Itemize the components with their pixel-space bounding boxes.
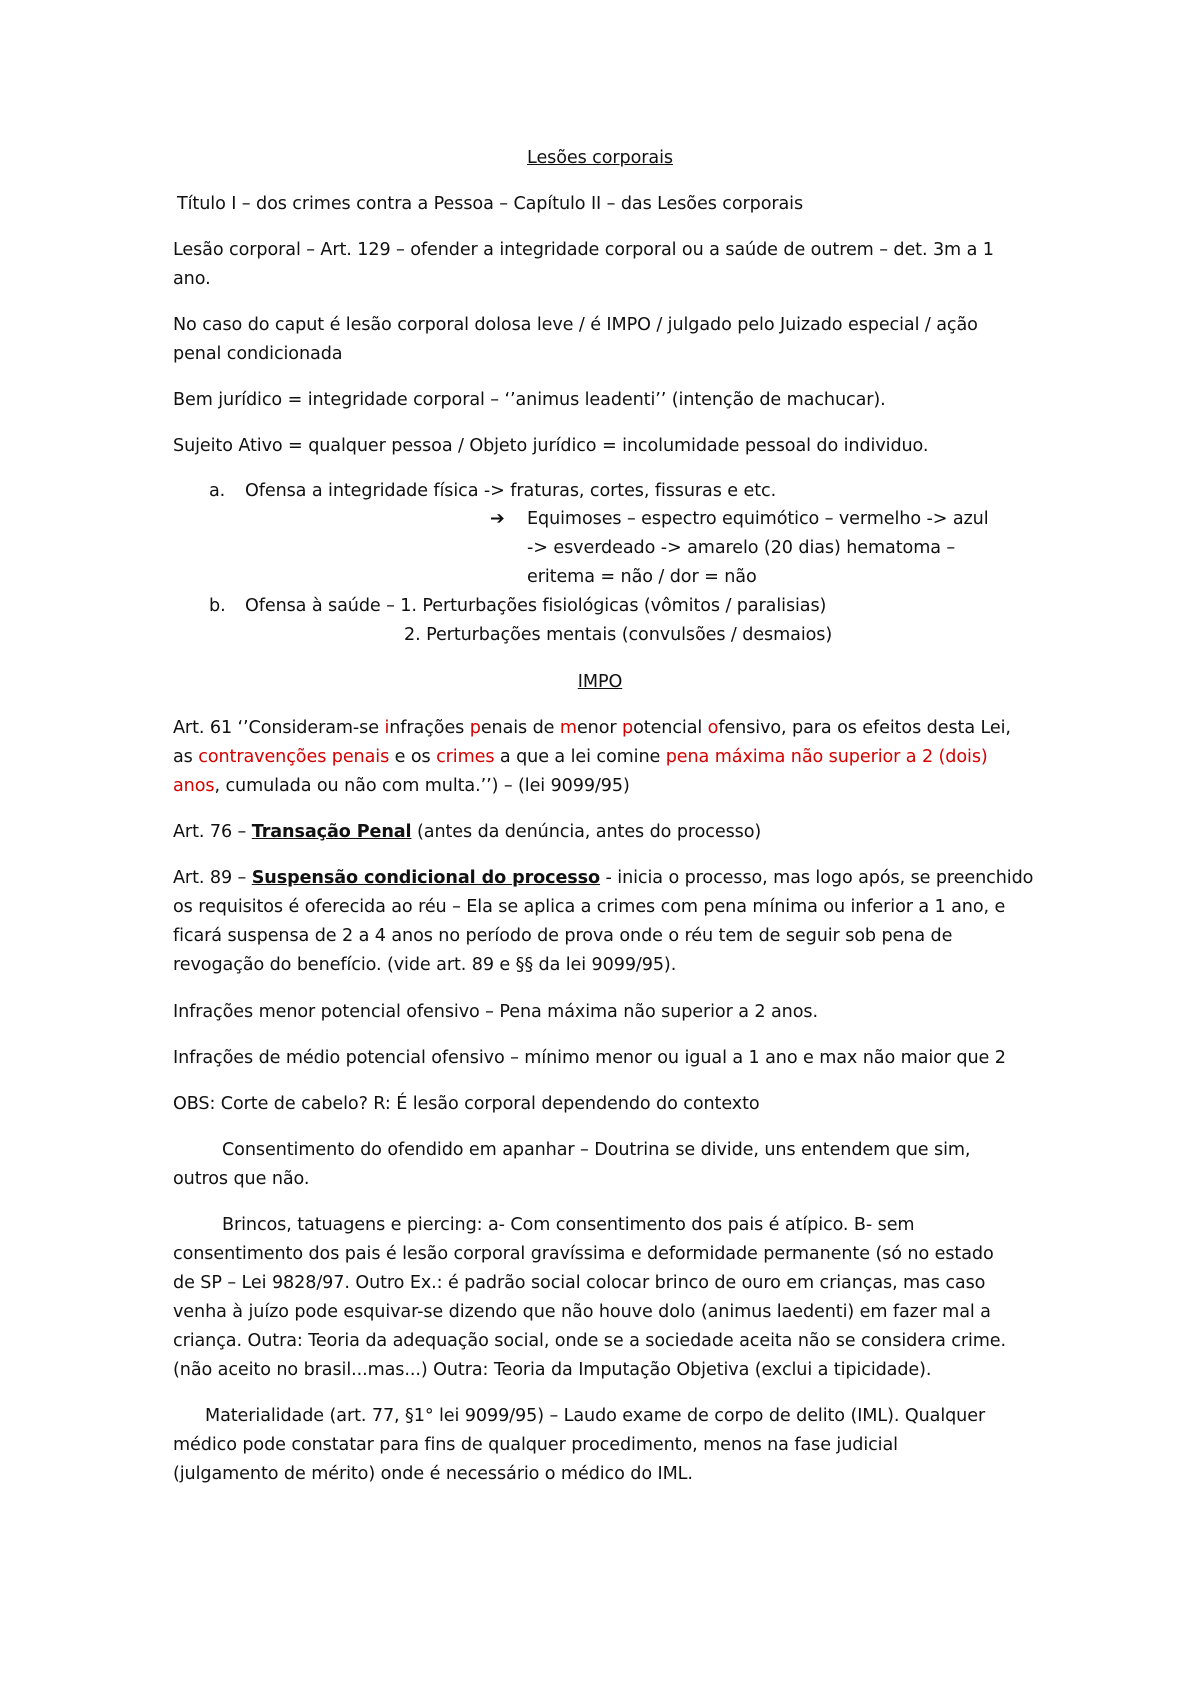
text-span: e os [389,747,437,767]
brincos-line-1: Brincos, tatuagens e piercing: a- Com consentimento dos pais é atípico. B- sem [222,1215,915,1235]
list-marker-a: a. [209,481,226,501]
consentimento-line-1: Consentimento do ofendido em apanhar – Doutrina se divide, uns entendem que sim, [222,1140,971,1160]
art89-line-2: os requisitos é oferecida ao réu – Ela se aplica a crimes com pena mínima ou inferior a 1 ano, e [173,897,1006,917]
infracoes-medio-line: Infrações de médio potencial ofensivo – mínimo menor ou igual a 1 ano e max não maior que 2 [173,1048,1006,1068]
text-span: Art. 61 ‘’Consideram-se [173,718,385,738]
text-span: enais de [480,718,560,738]
obs-line: OBS: Corte de cabelo? R: É lesão corporal dependendo do contexto [173,1094,760,1114]
impo-heading: IMPO [577,672,623,692]
art89-line-3: ficará suspensa de 2 a 4 anos no período de prova onde o réu tem de seguir sob pena de [173,926,953,946]
list-item-b: Ofensa à saúde – 1. Perturbações fisiológicas (vômitos / paralisias) [245,596,827,616]
infracoes-menor-line: Infrações menor potencial ofensivo – Pena máxima não superior a 2 anos. [173,1002,818,1022]
brincos-line-6: (não aceito no brasil...mas...) Outra: Teoria da Imputação Objetiva (exclui a tipicidade). [173,1360,932,1380]
brincos-line-4: venha à juízo pode esquivar-se dizendo que não houve dolo (animus laedenti) em fazer mal a [173,1302,991,1322]
art61-line-3 [173,772,630,801]
caput-line-1: No caso do caput é lesão corporal dolosa leve / é IMPO / julgado pelo Juizado especial / ação [173,315,978,335]
list-marker-b: b. [209,596,226,616]
art89-line-1 [173,864,1033,893]
text-span: - inicia o processo, mas logo após, se preenchido [600,868,1034,888]
art61-line-2 [173,743,988,772]
red-letter: o [707,718,719,738]
lesao-line-1: Lesão corporal – Art. 129 – ofender a integridade corporal ou a saúde de outrem – det. 3m a 1 [173,240,994,260]
text-span: (antes da denúncia, antes do processo) [411,822,762,842]
red-text: pena máxima não superior a 2 (dois) [665,747,988,767]
brincos-line-3: de SP – Lei 9828/97. Outro Ex.: é padrão social colocar brinco de ouro em crianças, mas caso [173,1273,986,1293]
materialidade-line-1: Materialidade (art. 77, §1° lei 9099/95) – Laudo exame de corpo de delito (IML). Qualquer [205,1406,986,1426]
arrow-bullet-icon: ➔ [490,509,505,529]
materialidade-line-3: (julgamento de mérito) onde é necessário o médico do IML. [173,1464,693,1484]
page-title: Lesões corporais [527,148,673,168]
text-span: a que a lei comine [494,747,666,767]
consentimento-line-2: outros que não. [173,1169,310,1189]
bem-juridico-line: Bem jurídico = integridade corporal – ‘’animus leadenti’’ (intenção de machucar). [173,390,886,410]
list-item-a: Ofensa a integridade física -> fraturas, cortes, fissuras e etc. [245,481,777,501]
text-span: fensivo, para os efeitos desta Lei, [718,718,1011,738]
caput-line-2: penal condicionada [173,344,343,364]
list-item-b-line-2: 2. Perturbações mentais (convulsões / desmaios) [404,625,833,645]
text-span: as [173,747,199,767]
brincos-line-5: criança. Outra: Teoria da adequação social, onde se a sociedade aceita não se considera crime. [173,1331,1007,1351]
text-span: , cumulada ou não com multa.’’) – (lei 9099/95) [214,776,630,796]
brincos-line-2: consentimento dos pais é lesão corporal gravíssima e deformidade permanente (só no estado [173,1244,994,1264]
list-subitem-line-2: -> esverdeado -> amarelo (20 dias) hematoma – [527,538,956,558]
text-span: enor [576,718,623,738]
red-letter: p [622,718,634,738]
underlined-term: Suspensão condicional do processo [251,868,601,888]
red-letter: m [559,718,577,738]
red-text: contravenções penais [198,747,390,767]
red-letter: i [384,718,390,738]
list-subitem-line-3: eritema = não / dor = não [527,567,757,587]
text-span: Art. 76 – [173,822,252,842]
materialidade-line-2: médico pode constatar para fins de qualquer procedimento, menos na fase judicial [173,1435,898,1455]
text-span: nfrações [389,718,470,738]
underlined-term: Transação Penal [251,822,412,842]
red-text: anos [173,776,215,796]
list-subitem-line-1: Equimoses – espectro equimótico – vermelho -> azul [527,509,989,529]
text-span: otencial [633,718,708,738]
art76-line [173,818,761,847]
lesao-line-2: ano. [173,269,211,289]
art61-line-1 [173,714,1011,743]
art89-line-4: revogação do benefício. (vide art. 89 e §§ da lei 9099/95). [173,955,677,975]
text-span: Art. 89 – [173,868,252,888]
titulo-line: Título I – dos crimes contra a Pessoa – Capítulo II – das Lesões corporais [177,194,804,214]
red-text: crimes [436,747,495,767]
sujeito-ativo-line: Sujeito Ativo = qualquer pessoa / Objeto jurídico = incolumidade pessoal do individuo. [173,436,929,456]
red-letter: p [469,718,481,738]
